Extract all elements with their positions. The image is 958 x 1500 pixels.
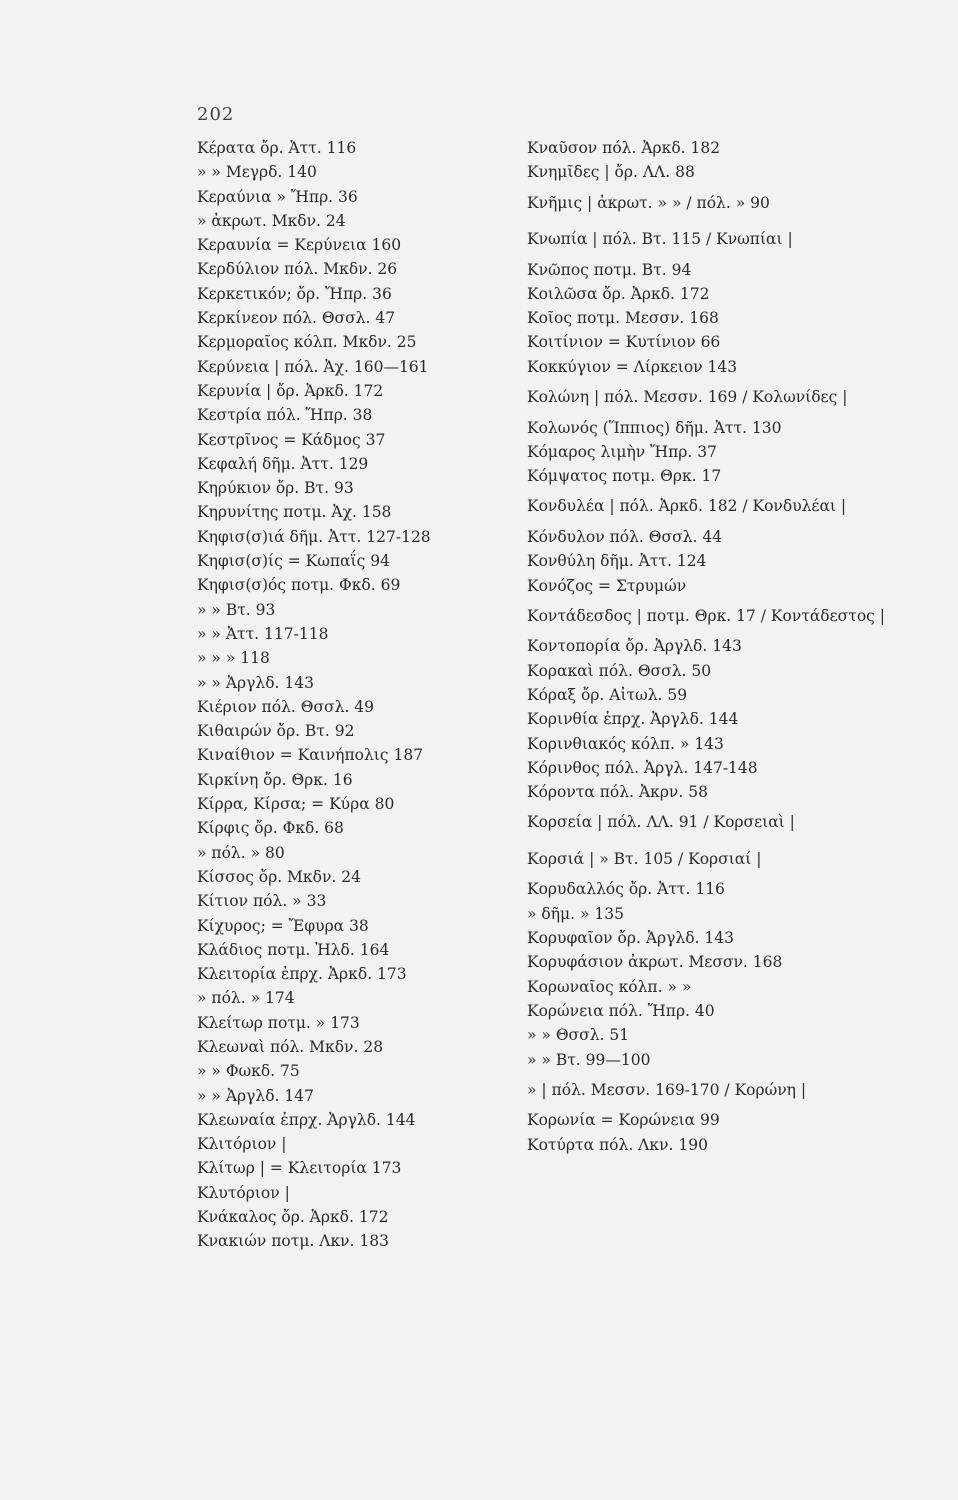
index-entry: Κορυφαῖον ὄρ. Ἀργλδ. 143 (527, 929, 734, 948)
index-entry: Κνημῖδες | ὄρ. ΛΛ. 88 (527, 163, 695, 182)
index-entry: Κεστρῖνος = Κάδμος 37 (197, 430, 386, 449)
index-entry: Κερύνεια | πόλ. Ἀχ. 160—161 (197, 357, 429, 376)
index-entry: Κλείτωρ ποτμ. » 173 (197, 1013, 360, 1032)
index-entry: Κεστρία πόλ. Ἤπρ. 38 (197, 406, 373, 425)
index-entry: Κορώνεια πόλ. Ἤπρ. 40 (527, 1001, 715, 1020)
index-entry: Κίχυρος; = Ἔφυρα 38 (197, 916, 369, 935)
index-entry: Κόνδυλον πόλ. Θσσλ. 44 (527, 527, 723, 546)
index-entry: Κοντοπορία ὄρ. Ἀργλδ. 143 (527, 637, 742, 656)
index-entry: Κλειτορία ἐπρχ. Ἀρκδ. 173 (197, 965, 407, 984)
index-entry: Κιρκίνη ὄρ. Θρκ. 16 (197, 770, 353, 789)
index-entry: Κορωνία = Κορώνεια 99 (527, 1111, 720, 1130)
index-entry: Κόροντα πόλ. Ἀκρν. 58 (527, 783, 708, 802)
index-entry: Κολώνη | πόλ. Μεσσν. 169 / Κολωνίδες | (527, 388, 848, 407)
index-entry: » δῆμ. » 135 (527, 904, 624, 923)
index-entry: Κονθύλη δῆμ. Ἀττ. 124 (527, 552, 707, 571)
index-entry: Κέρατα ὄρ. Ἀττ. 116 (197, 139, 357, 157)
index-entry: Κερυνία | ὄρ. Ἀρκδ. 172 (197, 381, 384, 400)
index-entry: Κερδύλιον πόλ. Μκδν. 26 (197, 260, 398, 279)
index-entry: » ἀκρωτ. Μκδν. 24 (197, 211, 346, 230)
index-entry: Κλεωναία ἐπρχ. Ἀργλδ. 144 (197, 1110, 416, 1129)
index-entry: Κνῆμις | ἀκρωτ. » » / πόλ. » 90 (527, 193, 770, 212)
index-entry: Κνῶπος ποτμ. Βτ. 94 (527, 260, 692, 279)
index-entry: Κλιτόριον | (197, 1135, 287, 1154)
index-entry: Κηφισ(σ)ιά δῆμ. Ἀττ. 127-128 (197, 527, 431, 546)
index-entry: » » Μεγρδ. 140 (197, 163, 317, 182)
index-entry: Κονόζος = Στρυμών (527, 576, 687, 595)
index-entry: Κορακαὶ πόλ. Θσσλ. 50 (527, 661, 712, 680)
index-entry: Κόμψατος ποτμ. Θρκ. 17 (527, 467, 722, 486)
index-entry: Κλυτόριον | (197, 1183, 290, 1202)
index-entry: Κορσεία | πόλ. ΛΛ. 91 / Κορσειαὶ | (527, 813, 795, 832)
index-entry: Κοτύρτα πόλ. Λκν. 190 (527, 1135, 708, 1154)
index-entry: Κλίτωρ | = Κλειτορία 173 (197, 1159, 402, 1178)
index-entry: Κναῦσον πόλ. Ἀρκδ. 182 (527, 139, 721, 157)
index-entry: » » Φωκδ. 75 (197, 1062, 300, 1081)
index-entry: Κίσσος ὄρ. Μκδν. 24 (197, 867, 361, 886)
index-entry: Κερμοραῖος κόλπ. Μκδν. 25 (197, 333, 417, 352)
index-entry: Κεραυνία = Κερύνεια 160 (197, 236, 402, 255)
index-entry: Κνάκαλος ὄρ. Ἀρκδ. 172 (197, 1208, 389, 1227)
index-entry: » » Ἀργλδ. 147 (197, 1086, 314, 1105)
index-entry: » » Ἀργλδ. 143 (197, 673, 314, 692)
index-entry: » | πόλ. Μεσσν. 169-170 / Κορώνη | (527, 1080, 807, 1099)
index-entry: Κορινθιακός κόλπ. » 143 (527, 734, 724, 753)
index-entry: Κόρινθος πόλ. Ἀργλ. 147-148 (527, 758, 758, 777)
index-entry: Κοιτίνιον = Κυτίνιον 66 (527, 333, 721, 352)
index-entry: Κορυφάσιον ἀκρωτ. Μεσσν. 168 (527, 953, 783, 972)
index-entry: Κιέριον πόλ. Θσσλ. 49 (197, 697, 375, 716)
index-entry: Κορινθία ἐπρχ. Ἀργλδ. 144 (527, 710, 739, 729)
index-entry: Κολωνός (Ἵππιος) δῆμ. Ἀττ. 130 (527, 418, 782, 437)
index-entry: Κόραξ ὄρ. Αἰτωλ. 59 (527, 685, 688, 704)
index-entry: Κεραύνια » Ἤπρ. 36 (197, 187, 358, 206)
index-entry: Κερκίνεον πόλ. Θσσλ. 47 (197, 309, 396, 328)
index-entry: Κοκκύγιον = Λίρκειον 143 (527, 357, 738, 376)
right-column (527, 136, 885, 1157)
index-entry: Κνακιών ποτμ. Λκν. 183 (197, 1232, 389, 1251)
index-entry: Κηρύκιον ὄρ. Βτ. 93 (197, 479, 354, 498)
index-entry: Κηφισ(σ)ός ποτμ. Φκδ. 69 (197, 576, 401, 595)
page-number: 202 (197, 104, 235, 125)
index-entry: Κοντάδεσδος | ποτμ. Θρκ. 17 / Κοντάδεστος | (527, 606, 885, 625)
index-entry: Κηφισ(σ)ίς = Κωπαΐς 94 (197, 552, 390, 571)
index-entry: Κοιλῶσα ὄρ. Ἀρκδ. 172 (527, 284, 710, 303)
index-entry: Κορωναῖος κόλπ. » » (527, 977, 692, 996)
index-entry: » » Βτ. 93 (197, 600, 276, 619)
index-entry: Κιθαιρών ὄρ. Βτ. 92 (197, 722, 355, 741)
index-entry: » πόλ. » 174 (197, 989, 295, 1008)
index-entry: Κόμαρος λιμὴν Ἤπρ. 37 (527, 442, 717, 461)
index-entry: Κοῖος ποτμ. Μεσσν. 168 (527, 309, 719, 328)
index-entry: » » Βτ. 99—100 (527, 1050, 651, 1069)
index-entry: Κονδυλέα | πόλ. Ἀρκδ. 182 / Κονδυλέαι | (527, 497, 847, 516)
index-entry: Κίρφις ὄρ. Φκδ. 68 (197, 819, 344, 838)
index-entry: Κνωπία | πόλ. Βτ. 115 / Κνωπίαι | (527, 230, 793, 249)
index-entry: Κίτιον πόλ. » 33 (197, 892, 327, 911)
index-entry: » » Ἀττ. 117-118 (197, 624, 329, 643)
index-entry: Κορσιά | » Βτ. 105 / Κορσιαί | (527, 849, 762, 868)
index-entry: Κλάδιος ποτμ. Ἠλδ. 164 (197, 940, 390, 959)
index-entry: Κλεωναὶ πόλ. Μκδν. 28 (197, 1037, 384, 1056)
index-entry: » πόλ. » 80 (197, 843, 285, 862)
index-entry: Κιναίθιον = Καινήπολις 187 (197, 746, 424, 765)
index-entry: Κηρυνίτης ποτμ. Ἀχ. 158 (197, 503, 392, 522)
index-entry: » » Θσσλ. 51 (527, 1026, 630, 1045)
index-entry: Κερκετικόν; ὄρ. Ἤπρ. 36 (197, 284, 392, 303)
index-entry: Κεφαλή δῆμ. Ἀττ. 129 (197, 454, 369, 473)
index-entry: » » » 118 (197, 649, 270, 668)
left-column (197, 136, 527, 1254)
index-entry: Κίρρα, Κίρσα; = Κύρα 80 (197, 795, 395, 814)
index-entry: Κορυδαλλός ὄρ. Ἀττ. 116 (527, 880, 725, 899)
